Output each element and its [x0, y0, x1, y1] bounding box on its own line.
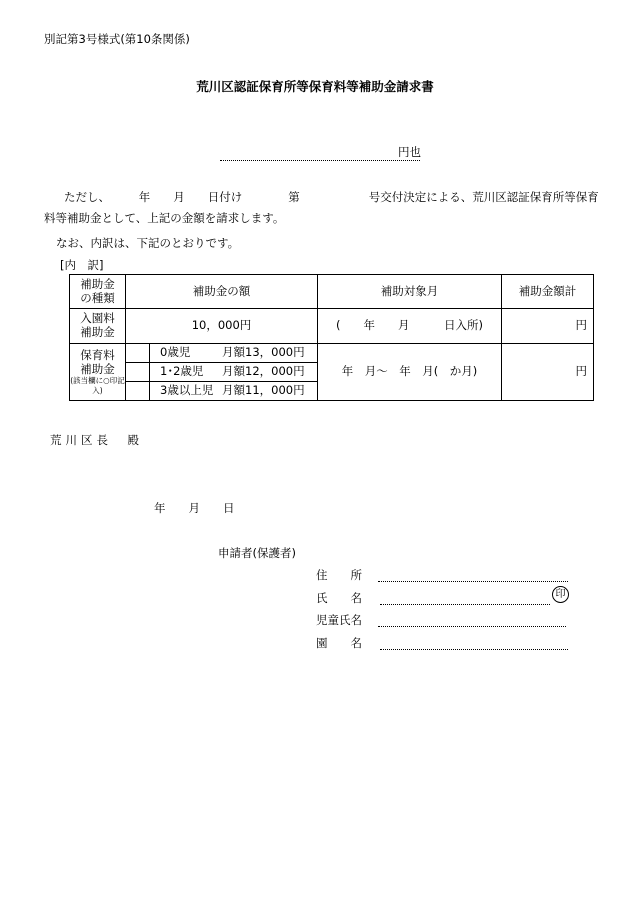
paragraph-request-line2: 料等補助金として、上記の金額を請求します。: [44, 211, 285, 225]
enrollment-months[interactable]: ( 年 月 日入所): [318, 309, 502, 344]
age-2: 3歳以上児: [160, 383, 214, 398]
table-row-childcare-0: [70, 344, 594, 363]
paragraph-breakdown-note: なお、内訳は、下記のとおりです。: [56, 236, 240, 250]
childcare-note: (該当欄に○印記入): [70, 376, 125, 395]
table-row-enrollment: [70, 309, 594, 344]
childcare-name-label: 保育料補助金: [80, 347, 115, 376]
childcare-rate-2: [150, 382, 318, 401]
breakdown-table: [69, 274, 594, 401]
addressee: 荒川区長 殿: [50, 433, 143, 447]
table-header-row: [70, 275, 594, 309]
amount-input-line[interactable]: [220, 144, 420, 161]
header-total: 補助金額計: [502, 275, 594, 309]
header-type: 補助金の種類: [70, 275, 126, 309]
form-number-label: 別記第3号様式(第10条関係): [44, 32, 190, 46]
address-input-line[interactable]: [378, 567, 568, 582]
facility-label: 園 名: [316, 636, 362, 650]
monthly-2: 月額11，000円: [222, 383, 305, 398]
monthly-0: 月額13，000円: [222, 345, 305, 360]
amount-unit-label: 円也: [398, 145, 421, 159]
child-name-input-line[interactable]: [378, 612, 566, 627]
header-amount: 補助金の額: [126, 275, 318, 309]
childcare-check-2[interactable]: [126, 382, 150, 401]
header-months: 補助対象月: [318, 275, 502, 309]
enrollment-amount: 10，000円: [126, 309, 318, 344]
age-1: 1･2歳児: [160, 364, 204, 379]
name-input-line[interactable]: [380, 590, 550, 605]
applicant-heading: 申請者(保護者): [218, 546, 296, 560]
childcare-name: [70, 344, 126, 401]
document-title: 荒川区認証保育所等保育料等補助金請求書: [196, 79, 434, 94]
childcare-rate-0: [150, 344, 318, 363]
childcare-rate-1: [150, 363, 318, 382]
childcare-check-0[interactable]: [126, 344, 150, 363]
childcare-months[interactable]: 年 月〜 年 月( か月): [318, 344, 502, 401]
enrollment-total[interactable]: 円: [502, 309, 594, 344]
age-0: 0歳児: [160, 345, 191, 360]
name-label: 氏 名: [316, 591, 362, 605]
childcare-total[interactable]: 円: [502, 344, 594, 401]
monthly-1: 月額12，000円: [222, 364, 305, 379]
seal-mark: 印: [552, 586, 569, 603]
address-label: 住 所: [316, 568, 362, 582]
facility-input-line[interactable]: [380, 635, 568, 650]
breakdown-label: [内 訳]: [60, 258, 104, 272]
enrollment-name: 入園料補助金: [70, 309, 126, 344]
date-line[interactable]: 年 月 日: [154, 501, 235, 515]
child-name-label: 児童氏名: [316, 613, 362, 627]
paragraph-request-line1: ただし、 年 月 日付け 第 号交付決定による、荒川区認証保育所等保育: [64, 190, 599, 204]
childcare-check-1[interactable]: [126, 363, 150, 382]
